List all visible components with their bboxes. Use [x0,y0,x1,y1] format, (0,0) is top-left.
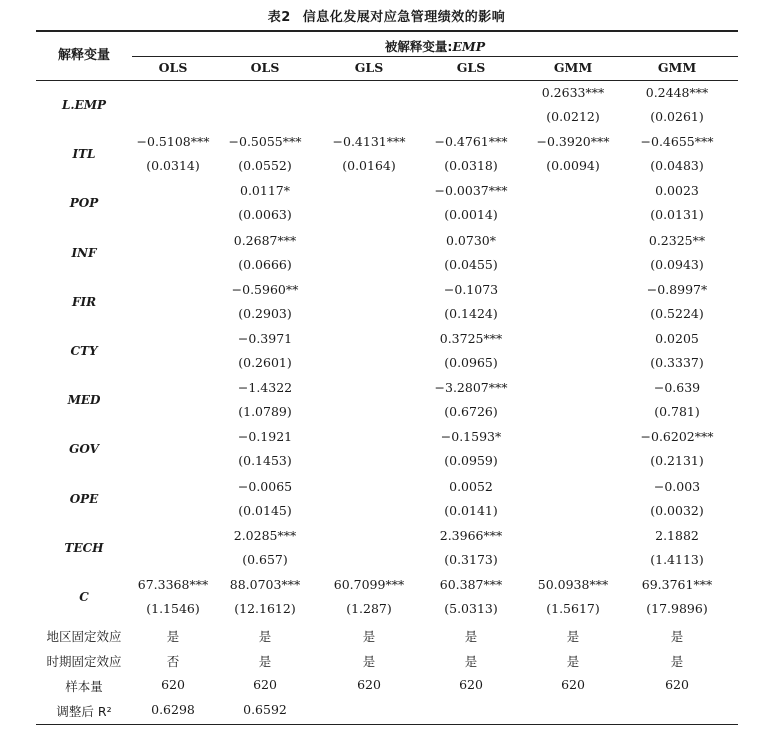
footer-label: 样本量 [65,679,103,694]
variable-name-med: MED [67,393,101,408]
coefficient-cell: 0.3725*** [439,331,503,346]
column-header-5: GMM [553,60,593,75]
coefficient-cell: −0.5055*** [228,134,302,150]
coefficient-cell: −0.1073 [443,281,499,297]
std-error-cell: (0.2903) [238,305,292,321]
variable-name-itl: ITL [72,147,96,162]
coefficient-cell: −0.4655*** [640,134,714,150]
footer-label: 调整后 R² [56,704,112,719]
coefficient-cell: −0.1593* [440,429,502,445]
header-rule [36,80,738,81]
coefficient-cell: −1.4322 [237,380,293,396]
coefficient-cell: −0.3971 [237,331,293,346]
column-header-1: OLS [158,60,188,75]
std-error-cell: (0.1424) [444,305,498,321]
std-error-cell: (12.1612) [234,601,296,616]
footer-value-cell: 是 [670,654,684,669]
std-error-cell: (0.0261) [650,109,704,124]
coefficient-cell: −0.003 [653,478,701,494]
footer-value-cell: 是 [566,654,580,669]
coefficient-cell: −0.639 [653,380,701,396]
std-error-cell: (0.781) [654,404,700,420]
std-error-cell: (0.0141) [444,502,498,518]
variable-name-fir: FIR [71,294,97,309]
coefficient-cell: −0.5108*** [136,134,210,150]
std-error-cell: (0.0212) [546,109,600,124]
footer-value-cell: 是 [258,629,272,644]
dependent-variable-name: EMP [452,39,486,54]
variable-name-inf: INF [71,245,97,260]
variable-name-gov: GOV [69,442,99,457]
coefficient-cell: 0.2687*** [233,232,297,248]
std-error-cell: (0.6726) [444,404,498,420]
std-error-cell: (0.3337) [650,355,704,370]
footer-value-cell: 620 [253,677,277,692]
coefficient-cell: 0.2448*** [645,85,709,100]
std-error-cell: (0.2601) [238,355,292,370]
std-error-cell: (0.3173) [444,551,498,567]
footer-value-cell: 否 [166,654,180,669]
coefficient-cell: 0.0117* [240,183,290,199]
std-error-cell: (0.0552) [238,158,292,174]
std-error-cell: (0.0131) [650,207,704,223]
std-error-cell: (0.0318) [444,158,498,174]
column-header-4: GLS [456,60,486,75]
std-error-cell: (0.0164) [342,158,396,174]
sub-header-rule [132,56,738,57]
footer-value-cell: 是 [258,654,272,669]
footer-value-cell: 620 [665,677,689,692]
coefficient-cell: 50.0938*** [537,577,609,592]
std-error-cell: (0.5224) [650,305,704,321]
coefficient-cell: −0.6202*** [640,429,714,445]
std-error-cell: (0.0314) [146,158,200,174]
footer-value-cell: 是 [566,629,580,644]
std-error-cell: (0.0063) [238,207,292,223]
coefficient-cell: −0.0065 [237,478,293,494]
coefficient-cell: 2.1882 [655,527,699,543]
footer-value-cell: 是 [464,629,478,644]
coefficient-cell: −0.8997* [646,281,708,297]
table-caption [0,6,773,25]
variable-name-ope: OPE [69,491,99,506]
bottom-rule [36,724,738,725]
coefficient-cell: 0.2325** [648,232,706,248]
coefficient-cell: −0.4131*** [332,134,406,150]
std-error-cell: (0.0145) [238,502,292,518]
coefficient-cell: 0.0205 [655,331,699,346]
column-header-6: GMM [657,60,697,75]
variable-name-lemp: L.EMP [61,98,107,112]
top-rule [36,30,738,32]
variable-name-c: C [79,590,89,604]
coefficient-cell: 2.3966*** [439,527,503,543]
footer-label: 地区固定效应 [46,629,122,644]
column-header-2: OLS [250,60,280,75]
std-error-cell: (0.0455) [444,256,498,272]
column-header-3: GLS [354,60,384,75]
footer-value-cell: 是 [464,654,478,669]
coefficient-cell: 88.0703*** [229,577,301,592]
footer-label: 时期固定效应 [46,654,122,669]
coefficient-cell: 0.0052 [449,478,493,494]
std-error-cell: (0.657) [242,551,288,567]
coefficient-cell: −0.3920*** [536,134,610,150]
coefficient-cell: −3.2807*** [434,380,508,396]
std-error-cell: (1.287) [346,601,392,616]
row-header-label: 解释变量 [57,48,110,63]
dependent-variable-label [132,37,738,55]
std-error-cell: (0.0666) [238,256,292,272]
footer-value-cell: 620 [357,677,381,692]
footer-value-cell: 0.6298 [151,702,195,717]
std-error-cell: (17.9896) [646,601,708,616]
coefficient-cell: 67.3368*** [137,577,209,592]
footer-value-cell: 是 [670,629,684,644]
coefficient-cell: −0.1921 [237,429,293,445]
footer-value-cell: 是 [362,629,376,644]
std-error-cell: (5.0313) [444,601,498,616]
std-error-cell: (0.0014) [444,207,498,223]
coefficient-cell: −0.5960** [231,281,299,297]
std-error-cell: (1.0789) [238,404,292,420]
variable-name-tech: TECH [64,540,104,555]
variable-name-cty: CTY [70,344,98,358]
coefficient-cell: 0.0023 [655,183,699,199]
coefficient-cell: 0.0730* [446,232,496,248]
footer-value-cell: 是 [166,629,180,644]
std-error-cell: (1.1546) [146,601,200,616]
coefficient-cell: 60.387*** [439,577,503,592]
coefficient-cell: 0.2633*** [541,85,605,100]
std-error-cell: (0.0959) [444,453,498,469]
std-error-cell: (0.2131) [650,453,704,469]
variable-name-pop: POP [69,196,99,211]
coefficient-cell: 69.3761*** [641,577,713,592]
std-error-cell: (1.4113) [650,551,704,567]
std-error-cell: (0.0943) [650,256,704,272]
footer-value-cell: 是 [362,654,376,669]
coefficient-cell: −0.4761*** [434,134,508,150]
std-error-cell: (0.0094) [546,158,600,174]
coefficient-cell: 60.7099*** [333,577,405,592]
coefficient-cell: 2.0285*** [233,527,297,543]
footer-value-cell: 620 [561,677,585,692]
footer-value-cell: 0.6592 [243,702,287,717]
table-number: 表2 [267,10,291,25]
std-error-cell: (1.5617) [546,601,600,616]
coefficient-cell: −0.0037*** [434,183,508,199]
footer-value-cell: 620 [161,677,185,692]
table-title: 信息化发展对应急管理绩效的影响 [302,10,506,25]
std-error-cell: (0.0483) [650,158,704,174]
dependent-variable-prefix: 被解释变量: [384,39,453,54]
footer-value-cell: 620 [459,677,483,692]
std-error-cell: (0.1453) [238,453,292,469]
std-error-cell: (0.0032) [650,502,704,518]
std-error-cell: (0.0965) [444,355,498,370]
